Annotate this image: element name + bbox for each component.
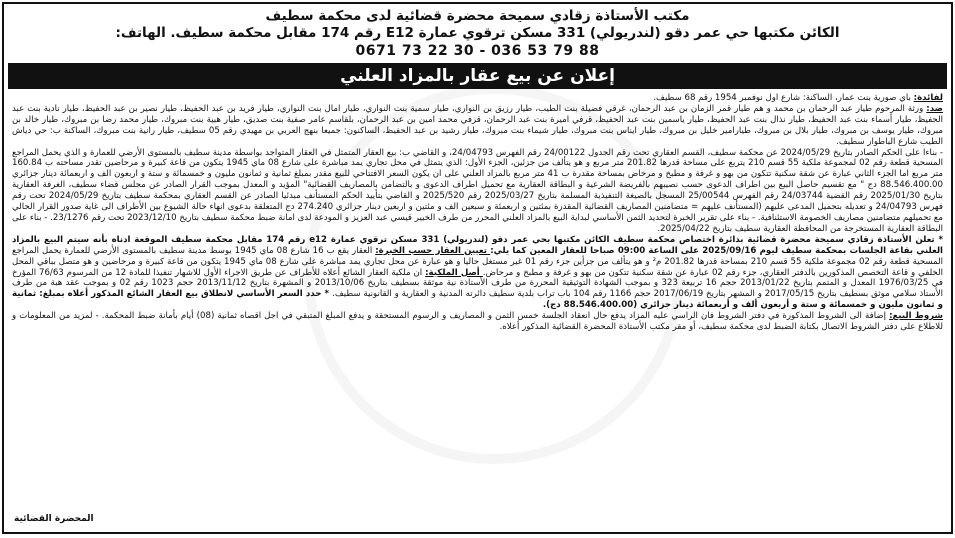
auction-announcement: * تعلن الأستاذة زقادي سميحة محضرة قضائية بدائرة اختصاص محكمة سطيف الكائن مكتبها بحي عمر دقو (لندريولي) 331 مسكن ترقوي عمارة e12 رقم 174 مقابل محكمة سطيف الموقعة ادناه بأنه سيتم البيع بالمزاد العلني بقاعة الجلسات بمحكمة سطيف ليوم 2025/09/16 على الساعة 09:00 صباحا للعقار المعين كما يلي:: [12, 234, 943, 256]
property-designation-text: العقار يقع ب 16 شارع 08 ماي 1945 بوسط مدينة سطيف بالمستوى الأرضي للعمارة يحمل المراجع المسحية قطعة رقم 02 مجموعة ملكية 55 قسم 210 بمساحة قدرها 201.82 م² و هو يتألف من جزأين جزء رقم 01 غير مستغل حاليا و هو عبارة عن محل تجاري يمد مباشرة على شارع 08 ماي 1945 يتكون من قاعة كبيرة و مرحاضين و هو متصل بباقي المحل الخلفي و قاعة التخصص المذكورين بالدفتر العقاري، جزء رقم 02 عبارة عن شقة سكنية تتكون من بهو و غرفة و مطبخ و مرحاض.: [12, 245, 944, 278]
ownership-origin-label: أصل الملكية:: [425, 267, 483, 278]
sale-conditions-paragraph: [12, 311, 943, 333]
judgment-paragraph: [12, 148, 943, 235]
base-price-text: * حدد السعر الأساسي لانطلاق بيع العقار الشائع المذكور أعلاه بمبلغ: ثمانية و ثمانون مليون و خمسمائة و ستة و أربعون ألف و أربعمائة دينار جزائري (88.546.400.00 دج).: [12, 289, 943, 311]
judgment-text: - بناءا على الحكم الصادر بتاريخ 2024/05/29 عن محكمة سطيف، القسم العقاري تحت رقم الجدول 24/00122 رقم الفهرس 24/04793، و القاضي ب: بيع العقار المتمثل في العقار المتواجد بواسطة مدينة سطيف بالمستوى الأرضي للعمارة و الذي يحمل المراجع المسحية قطعة رقم 02 لمجموعة ملكية 55 قسم 210 يتربع على مساحة قدرها 201.82 متر مربع و هو يتألف من جزئين، الجزء الأول: الذي يتمثل في محل تجاري يمد مباشرة على شارع 08 ماي 1945 يتكون من قاعة كبيرة و مرحاضين تقدر مساحته ب 160.84 متر مربع اما الجزء الثاني عبارة عن شقة سكنية تتكون من بهو و غرفة و مطبخ و مرحاض بمساحة مقدرة ب 41 متر مربع بالمزاد العلني على ان يكون السعر الافتتاحي للبيع مقدر بمبلغ ثمانية و ثمانون مليون و خمسمائة و ستة و اربعون الف و اربعمائة دينار جزائري 88.546.400.00 دج " مع تقسيم حاصل البيع بين اطراف الدعوى حسب نصيبهم بالفريضة الشرعية و البطاقة العقارية مع تحميل اطراف الدعوى و بالتضامن بالمصاريف القضائية" المؤيد و المعدل بموجب القرار الصادر عن مجلس قضاء سطيف، الغرفة العقارية بتاريخ 2025/01/30 رقم القضية 24/03744 رقم الفهرس 25/00544 المسجل بالصيغة التنفيذية المسلمة بتاريخ 2025/03/27 رقم 2025/520 و القاضي بتأييد الحكم المستأنف مبدئيا الصادر عن القسم العقاري بمحكمة سطيف بتاريخ 2024/05/29 تحت رقم فهرس 24/04793 و تعديله بتحميل المدعى عليهم (المستأنف عليهم = متضامنين المصاريف القضائية المقدرة بمئتين و اربعمئة و سبعين الف و مئتين و اربعين دينار جزائري 274.240 دج المتعلقة بدعوى انهاء حالة الشيوع بين الأطراف الى غاية صدور القرار الحالي مع تحميلهم متضامنين مصاريف الخصومة الاستئنافية. - بناء على تقرير الخبرة لتحديد الثمن الأساسي لبداية البيع بالمزاد العلني المحرر من طرف الخبير قيسي عبد العزيز و المودعة لدى امانة ضبط محكمة سطيف بتاريخ 2023/12/10 تحت رقم 23/1276. - بناء على البطاقة العقارية المستخرجة من المحافظة العقارية سطيف بتاريخ 2025/04/22.: [12, 147, 943, 234]
beneficiary-paragraph: [12, 93, 943, 104]
auction-paragraph: [12, 235, 943, 311]
phone-numbers: 0671 73 22 30 - 036 53 79 88: [355, 43, 600, 59]
office-title: مكتب الأستاذة زقادي سميحة محضرة قضائية لدى محكمة سطيف: [265, 8, 690, 24]
office-address: [4, 25, 951, 42]
beneficiary-text: باي صورية بنت عمار، الساكنة: شارع اول نوفمبر 1954 رقم 68 سطيف.: [653, 93, 914, 103]
property-designation-label: تعيين العقار حسب الخبرة:: [375, 245, 491, 256]
defendants-label: ضد:: [926, 103, 943, 114]
office-address-text: الكائن مكتبها حي عمر دقو (لندريولي) 331 مسكن ترقوي عمارة E12 رقم 174 مقابل محكمة سطيف. الهاتف:: [115, 25, 840, 41]
defendants-paragraph: [12, 104, 943, 148]
ownership-origin-text: ان ملكية العقار الشائع أعلاه للأطراف عن طريق الاجراء الأول للاشهار تنفيذا للمادة 12 من المرسوم 76/63 المؤرخ في 1976/03/25 المعدل و المتمم بتاريخ 2013/01/22 حجم 16 تربيعة 323 و بموجب الشهادة التوثيقية المحررة من طرف الأستاذة نية موثقة بسطيف بتاريخ 2013/10/06 و المشهرة بتاريخ 2013/11/12 حجم 1023 رقم 02 و بموجب عقد هبة من طرف الأستاذ سلامي موثق بسطيف بتاريخ 2017/05/15 و المشهر بتاريخ 2017/06/19 حجم 1166 رقم 104 باب تراب بلدية سطيف دائرته المدنية و العقارية و القانونية سطيف.: [12, 267, 943, 300]
sale-conditions-label: شروط البيع:: [889, 311, 943, 322]
defendants-text: ورثة المرحوم طيار عبد الرحمان بن محمد و هم طيار قمر الزمان بن عبد الرحمان، غرقي فضيلة بنت الطيب، طيار رزيق بن النواري، طيار سمية بنت النواري، طيار امال بنت النواري، طيار فريد بن عبد الحفيظ، طيار نصير بن عبد الحفيظ، طيار نادية بنت عبد الحفيظ، طيار أسماء بنت عبد الحفيظ، طيار نذال بنت عبد الحفيظ، طيار ياسمين بنت عبد الحفيظ، قرفي اميرة بنت عبد الرحمان، قرفي محمد امين بن عبد الرحمان، بلقاسم عامر صفية بنت صديق، طيار هبية بنت مبروك، طيار محمد رضا بن مبروك، طيار خالد بن مبروك، طيار يوسف بن مبروك، طيار بلال بن مبروك، طيارامير خليل بن مبروك، طيار ايناس بنت مبروك، طيار شيماء بنت مبروك، طيار رشيد بن عبد الحفيظ، الساكنون: جميعا بنهج العربي بن مهيدي رقم 05 سطيف، طيار رانية بنت مبروك، الساكنة ب: حي دياش الطيب شارع الباطوار سطيف.: [12, 103, 944, 147]
legal-notice-page: [2, 2, 953, 534]
beneficiary-label: لفائدة:: [913, 93, 943, 103]
sale-conditions-text: إضافة الى الشروط المذكورة في دفتر الشروط فان الراسي عليه المزاد يدفع حال انعقاد الجلسة خمس الثمن و المصاريف و الرسوم المستحقة و يدفع المبلغ المتبقي في اجل اقصاه ثمانية (08) أيام بأمانة ضبط المحكمة. - لمزيد من المعلومات و للاطلاع على دفتر الشروط الاتصال بكتابة الضبط لدى محكمة سطيف، أو مقر مكتب الأستاذة المحضرة القضائية المذكور أعلاه.: [12, 311, 943, 333]
notice-body: [12, 93, 943, 333]
notice-banner: إعلان عن بيع عقار بالمزاد العلني: [8, 63, 947, 89]
signature-line: المحضرة القضائية: [14, 514, 94, 524]
office-phones: [4, 42, 951, 60]
